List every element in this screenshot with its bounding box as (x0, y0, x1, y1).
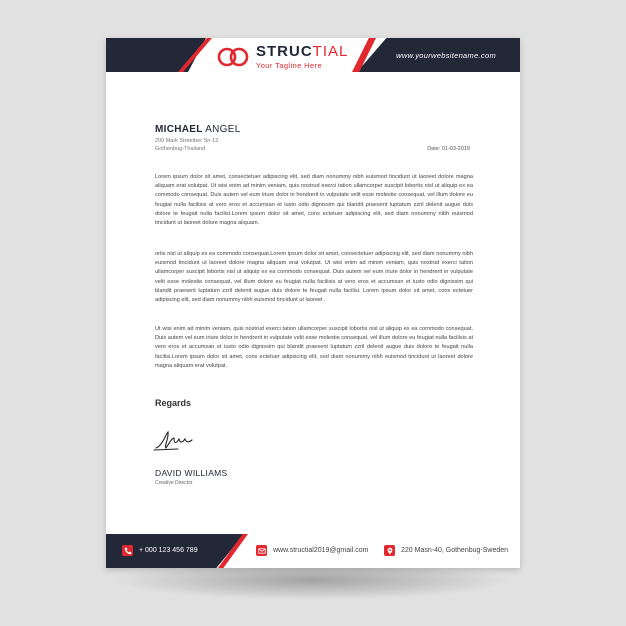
body-paragraph-3: Ut wisi enim ad minim veniam, quis nostrud exerci tation ullamcorper suscipit lobortis nisl ut aliquip ex ea commodo consequat. Duis autem vel eum iriure dolor in hendrerit in vulputate velit esse molestie consequat, vel illum dolore eu feugiat nulla facilisis at vero eros et accumsan et iusto odio dignissim qui blandit praesent luptatum zzril delenit augue duis dolore te feugait nulla facilisi.Lorem ipsum dolor sit amet, cons ectetuer adipiscing elit, sed diam nonummy nibh euismod tincidunt ut laoreet dolore magna aliquam erat volutpat. (155, 326, 473, 369)
brand-tagline: Your Tagline Here (256, 61, 323, 70)
signer-role: Creative Director (155, 480, 193, 486)
footer-phone (122, 545, 198, 556)
footer-email-text: www.structial2019@gmail.com (273, 547, 369, 554)
footer-address (384, 545, 508, 556)
footer-email (256, 545, 368, 556)
website-url: www.yourwebsitename.com (396, 51, 496, 60)
sender-address-line2: Gothenbug-Thailand (155, 146, 206, 152)
envelope-icon (256, 545, 267, 556)
letter-date: Date: 01-03-2019 (427, 146, 470, 152)
header-band-left (106, 38, 206, 72)
footer-phone-text: + 000 123 456 789 (139, 547, 198, 554)
signer-name: DAVID WILLIAMS (155, 468, 228, 478)
sender-block (155, 124, 241, 153)
footer-address-text: 220 Masn-40, Gothenbug-Sweden (401, 547, 509, 554)
letterhead-page (106, 38, 520, 568)
interlocking-rings-icon (216, 46, 250, 68)
sender-first-name: MICHAEL (155, 124, 203, 135)
sender-last-name: ANGEL (205, 124, 241, 135)
body-paragraph-2: ortis nisl ut aliquip ex ea commodo consequat.Lorem ipsum dolor sit amet, consectetuer adipiscing elit, sed diam nonummy nibh euismod tincidunt ut laoreet dolore magna aliquam erat volutpat. Ut wisi enim ad minim veniam, quis nostrud exerci tation ullamcorper suscipit lobortis nisl ut aliquip ex ea commodo consequat. Duis autem vel eum iriure dolor in hendrerit in vulputate velit esse molestie consequat, vel illum dolore eu feugiat nulla facilisis at vero eros et accumsan et iusto odio dignissim qui blandit praesent luptatum zzril delenit augue duis dolore te feugait nulla facilisi. Lorem ipsum dolor sit amet, cons ectetuer adipiscing elit, sed diam nonummy nibh euismod tincidunt ut laoreet . (155, 251, 473, 304)
location-pin-icon (384, 545, 395, 556)
signature-image (152, 428, 202, 454)
phone-icon (122, 545, 133, 556)
sender-name (155, 124, 241, 135)
company-logo (216, 44, 348, 70)
brand-block (256, 44, 348, 70)
brand-name-part1: STRUC (256, 43, 313, 60)
sender-address-line1: 200 Mark Streetber Sn-12 (155, 138, 219, 144)
closing-regards: Regards (155, 398, 192, 408)
brand-name (256, 44, 348, 59)
body-paragraph-1: Lorem ipsum dolor sit amet, consectetuer adipiscing elit, sed diam nonummy nibh euismod tincidunt ut laoreet dolore magna aliquam erat volutpat. Ut wisi enim ad minim veniam, quis nostrud exerci tation ullamcorper suscipit lobortis nisl ut aliquip ex ea commodo consequat. Duis autem vel eum iriure dolor in hendrerit in vulputate velit esse molestie consequat, vel illum dolore eu feugiat nulla facilisis at vero eros et accumsan et iusto odio dignissim qui blandit praesent luptatum zzril delenit augue duis dolore te feugait nulla facilisi.Lorem ipsum dolor sit amet, cons ectetuer adipiscing elit, sed diam nonummy nibh euismod tincidunt ut laoreet dolore magna aliquam. (155, 174, 473, 227)
brand-name-part2: TIAL (312, 43, 349, 60)
